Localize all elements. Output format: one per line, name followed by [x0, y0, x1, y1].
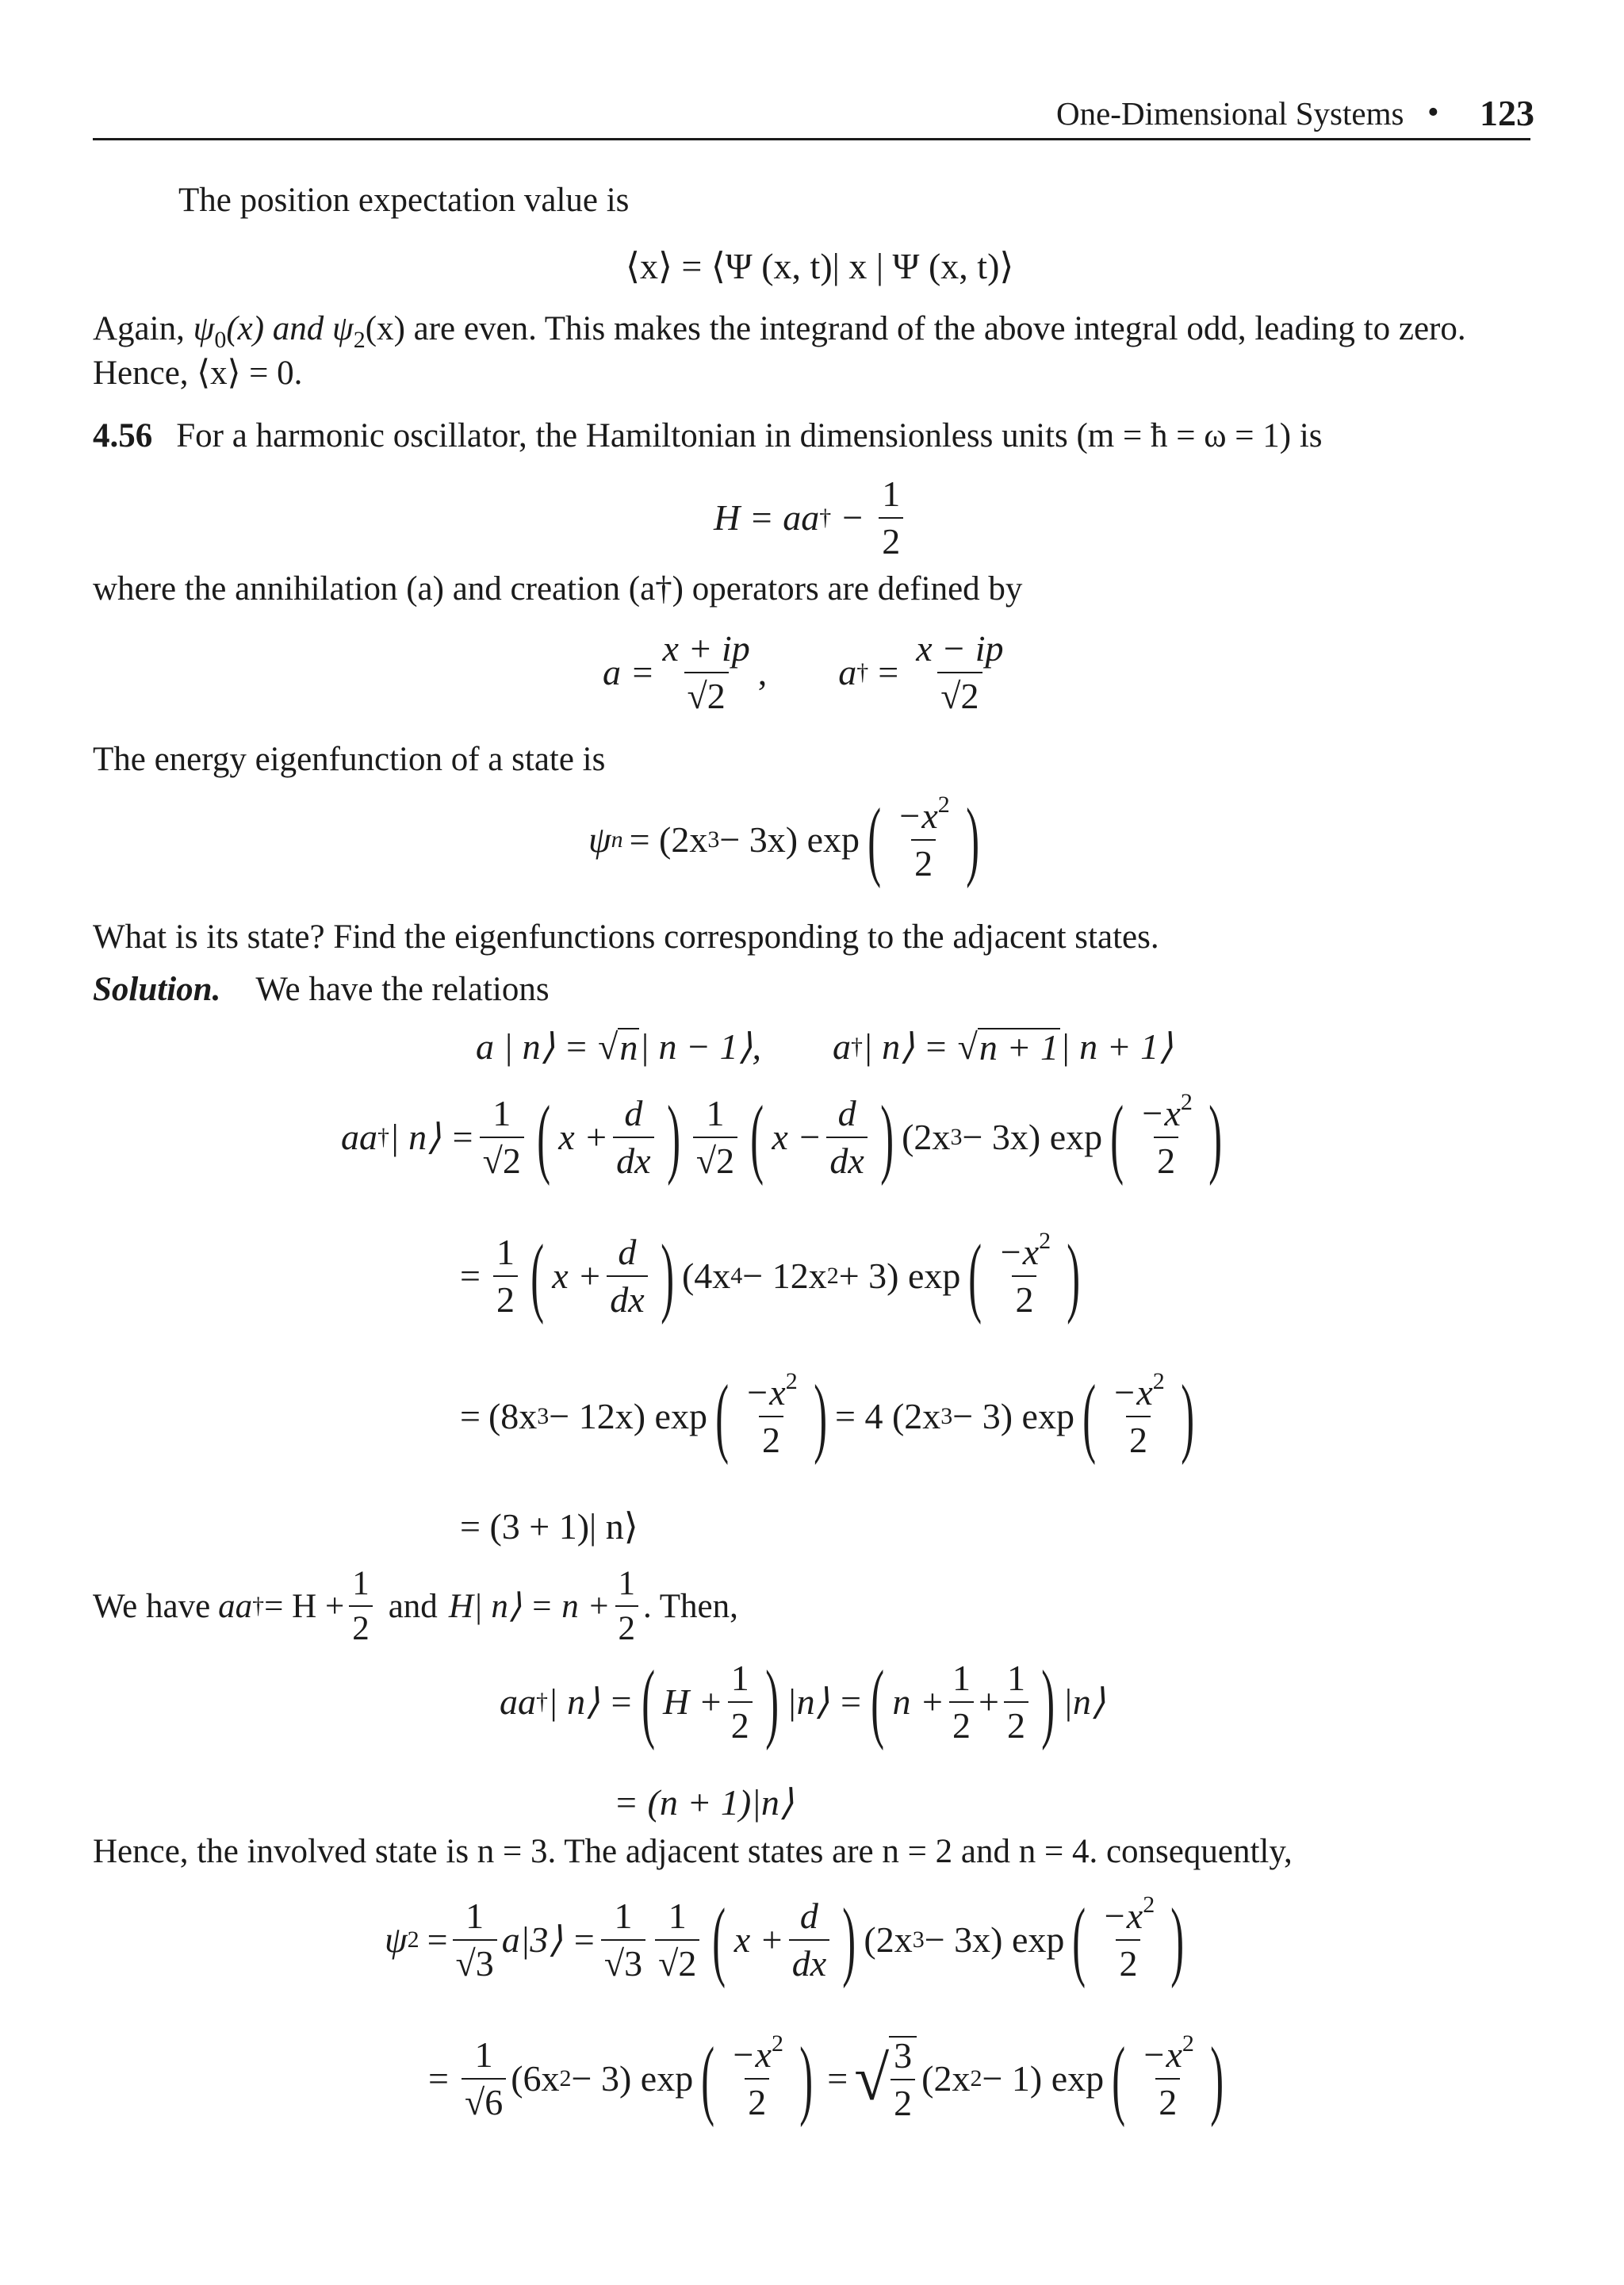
- fraction-creation: $\frac{x - ip}{√2}$: [916, 628, 1004, 716]
- equation-derivation-line-1: aa † | n⟩ = $\frac{1}{√2}$ ( x + $\frac{d}{dx}$ ) 1 √2 ( x − $\frac{d}{dx}$ ) (2x 3 − 3x) exp ( $-x^2$ 2 ): [341, 1088, 1222, 1187]
- equation-ladder-relations: a | n⟩ = √ n | n − 1⟩, a † | n⟩ = √ n + 1 | n + 1⟩: [476, 1026, 1174, 1068]
- paragraph-hence-zero: Hence, ⟨x⟩ = 0.: [93, 355, 303, 392]
- equation-derivation-line-3: = (8x 3 − 12x) exp ( $-x^2$ 2 ) = 4 (2x 3 − 3) exp ( $-x^2$ 2 ): [460, 1367, 1194, 1466]
- equation-psi-n: ψ n = (2x 3 − 3x) exp ( $-x^2$ 2 ): [588, 791, 979, 889]
- equation-hamiltonian: H = aa † − $\frac{1}{2}$: [714, 476, 908, 560]
- running-header: [1056, 95, 1404, 132]
- paragraph-position-expectation: The position expectation value is: [178, 182, 630, 219]
- solution-heading: Solution. We have the relations: [93, 971, 550, 1008]
- fraction-annihilation: $\frac{x + ip}{√2}$: [662, 628, 750, 716]
- header-bullet: •: [1427, 94, 1439, 131]
- fraction-half: $\frac{1}{2}$: [879, 476, 903, 560]
- equation-expectation-x: ⟨x⟩ = ⟨Ψ (x, t)| x | Ψ (x, t)⟩: [626, 246, 1014, 286]
- fraction-gaussian: $-x^2$ 2: [897, 792, 950, 884]
- equation-derivation-line-5: aa † | n⟩ = ( H + $\frac{1}{2}$ ) |n⟩ = ( n + $\frac{1}{2}$ + $\frac{1}{2}$ ) |n⟩: [500, 1653, 1105, 1751]
- header-rule: [93, 138, 1530, 140]
- paragraph-operators: where the annihilation (a) and creation (a†) operators are defined by: [93, 570, 1023, 608]
- paragraph-involved-state: Hence, the involved state is n = 3. The adjacent states are n = 2 and n = 4. consequently,: [93, 1833, 1293, 1870]
- paragraph-even-functions: Again, $\psi_0(x)$ and $\psi_2(x)$ are even. This makes the integrand of the above integral odd, leading to zero.: [93, 310, 1466, 353]
- equation-derivation-line-2: = $\frac{1}{2}$ ( x + $\frac{d}{dx}$ ) (4x 4 − 12x 2 + 3) exp ( $-x^2$ 2 ): [460, 1227, 1081, 1325]
- equation-derivation-line-4: = (3 + 1)| n⟩: [460, 1506, 638, 1547]
- equation-derivation-line-6: = (n + 1)|n⟩: [614, 1782, 794, 1823]
- paragraph-question: What is its state? Find the eigenfunctions corresponding to the adjacent states.: [93, 918, 1159, 956]
- paragraph-we-have: We have aa † = H + $\frac{1}{2}$ and H| n⟩ = n + $\frac{1}{2}$ . Then,: [93, 1565, 738, 1647]
- paragraph-energy-eigenfunction: The energy eigenfunction of a state is: [93, 741, 606, 778]
- page-number: 123: [1480, 93, 1534, 133]
- equation-psi2-line-1: ψ 2 = $\frac{1}{√3}$ a|3⟩ = $\frac{1}{√3}$ 1 √2 ( x + $\frac{d}{dx}$ ) (2x 3 − 3x) exp ( $-x^2$ 2 ): [385, 1891, 1185, 1989]
- equation-ladder-operators: a = $\frac{x + ip}{√2}$ , a † = $\frac{x - ip}{√2}$: [603, 631, 1012, 715]
- problem-statement: 4.56 For a harmonic oscillator, the Hamiltonian in dimensionless units (m = ħ = ω = 1) is: [93, 417, 1323, 454]
- header-title: One-Dimensional Systems: [1056, 95, 1404, 132]
- equation-psi2-line-2: = $\frac{1}{√6}$ (6x 2 − 3) exp ( $-x^2$ 2 ) = √ 3 2 (2x 2 − 1) exp ( $-x^2$ 2 ): [428, 2030, 1224, 2128]
- problem-number: 4.56: [93, 417, 153, 454]
